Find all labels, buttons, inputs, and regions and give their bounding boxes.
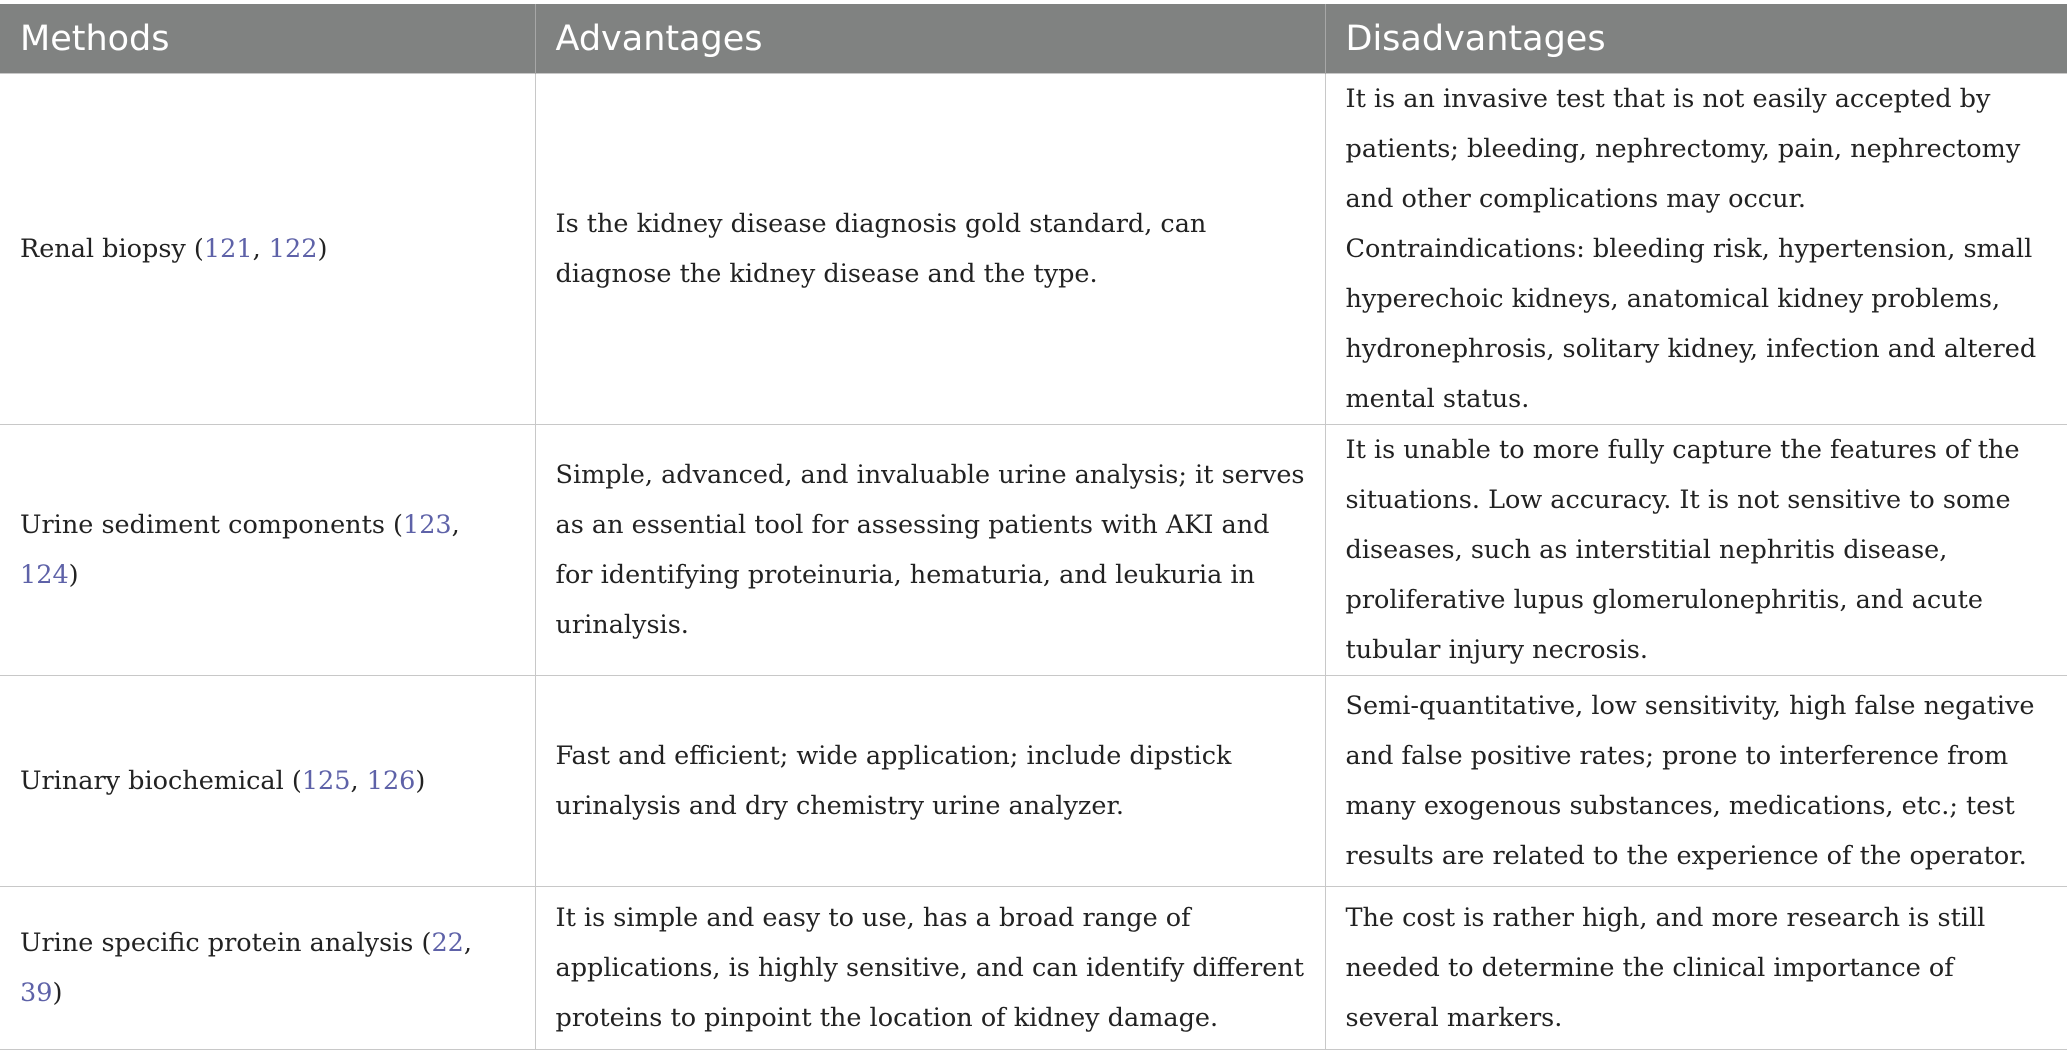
reference-link[interactable]: 123 <box>402 510 452 540</box>
reference-link[interactable]: 39 <box>20 978 53 1008</box>
reference-link[interactable]: 126 <box>366 766 416 796</box>
table-row <box>0 676 2067 887</box>
method-name: Renal biopsy ( <box>20 234 204 264</box>
method-cell <box>0 425 535 676</box>
reference-link[interactable]: 124 <box>20 560 69 590</box>
table-container <box>0 4 2067 1050</box>
method-cell <box>0 887 535 1050</box>
ref-close: ) <box>317 234 328 264</box>
ref-close: ) <box>68 560 79 590</box>
ref-separator: , <box>350 766 367 796</box>
header-methods: Methods <box>0 4 535 74</box>
ref-close: ) <box>52 978 63 1008</box>
disadvantages-cell: The cost is rather high, and more research is still needed to determine the clinical importance of several markers. <box>1325 887 2067 1050</box>
ref-separator: , <box>451 510 460 540</box>
table-header-row <box>0 4 2067 74</box>
ref-close: ) <box>415 766 426 796</box>
header-advantages: Advantages <box>535 4 1325 74</box>
advantages-cell: Fast and efficient; wide application; include dipstick urinalysis and dry chemistry urine analyzer. <box>535 676 1325 887</box>
method-name: Urinary biochemical ( <box>20 766 302 796</box>
ref-separator: , <box>252 234 269 264</box>
table-row <box>0 74 2067 425</box>
table-row <box>0 887 2067 1050</box>
reference-link[interactable]: 22 <box>431 928 464 958</box>
disadvantages-cell: It is unable to more fully capture the features of the situations. Low accuracy. It is not sensitive to some diseases, such as interstitial nephritis disease, proliferative lupus glomerulonephritis, and acute tubular injury necrosis. <box>1325 425 2067 676</box>
method-name: Urine sediment components ( <box>20 510 403 540</box>
methods-comparison-table <box>0 4 2067 1050</box>
method-cell <box>0 74 535 425</box>
table-row <box>0 425 2067 676</box>
method-name: Urine specific protein analysis ( <box>20 928 432 958</box>
reference-link[interactable]: 122 <box>268 234 318 264</box>
reference-link[interactable]: 125 <box>301 766 351 796</box>
header-disadvantages: Disadvantages <box>1325 4 2067 74</box>
reference-link[interactable]: 121 <box>203 234 253 264</box>
disadvantages-cell: It is an invasive test that is not easily accepted by patients; bleeding, nephrectomy, pain, nephrectomy and other complications may occur. Contraindications: bleeding risk, hypertension, small hyperechoic kidneys, anatomical kidney problems, hydronephrosis, solitary kidney, infection and altered mental status. <box>1325 74 2067 425</box>
ref-separator: , <box>463 928 473 958</box>
method-cell <box>0 676 535 887</box>
advantages-cell: Simple, advanced, and invaluable urine analysis; it serves as an essential tool for assessing patients with AKI and for identifying proteinuria, hematuria, and leukuria in urinalysis. <box>535 425 1325 676</box>
disadvantages-cell: Semi-quantitative, low sensitivity, high false negative and false positive rates; prone to interference from many exogenous substances, medications, etc.; test results are related to the experience of the operator. <box>1325 676 2067 887</box>
advantages-cell: Is the kidney disease diagnosis gold standard, can diagnose the kidney disease and the type. <box>535 74 1325 425</box>
advantages-cell: It is simple and easy to use, has a broad range of applications, is highly sensitive, and can identify different proteins to pinpoint the location of kidney damage. <box>535 887 1325 1050</box>
